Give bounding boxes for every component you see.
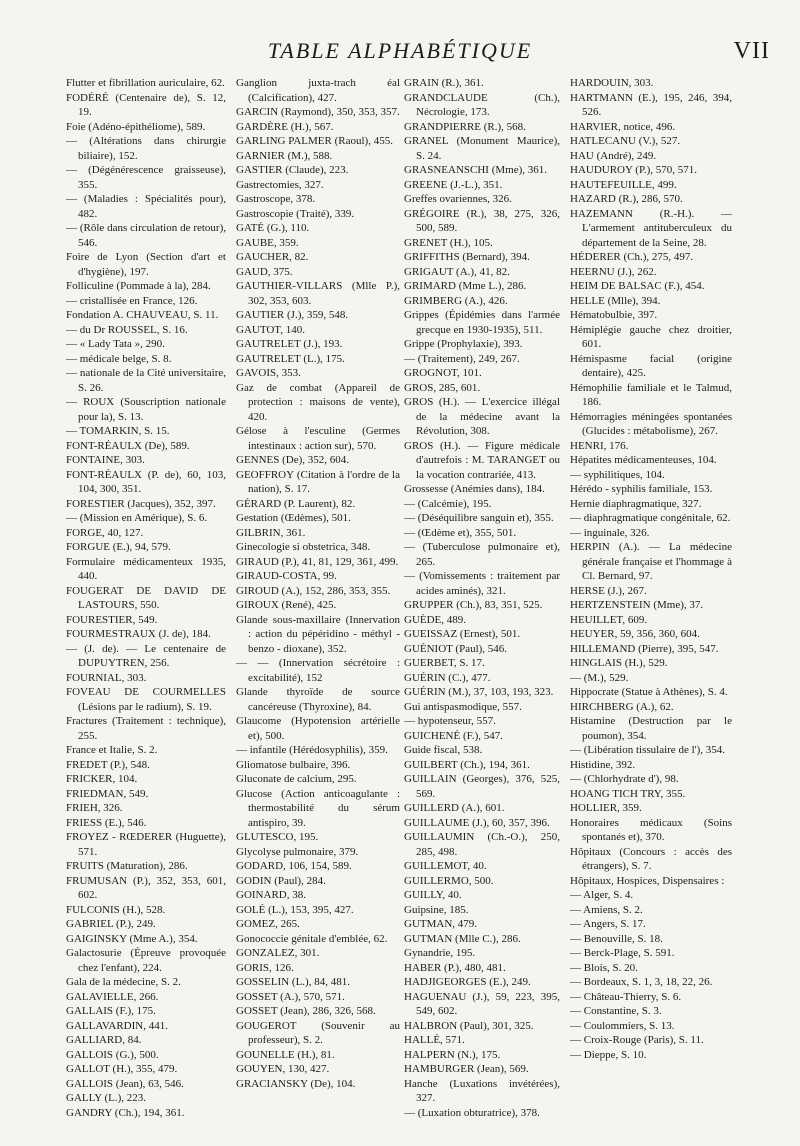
index-entry: GUILLERD (A.), 601. xyxy=(404,802,505,814)
index-entry: GUILLEMOT, 40. xyxy=(404,860,487,872)
index-entry: Hanche (Luxations invétérées), 327. xyxy=(404,1077,560,1104)
index-entry: FORESTIER (Jacques), 352, 397. xyxy=(66,497,216,510)
index-entry: GROS (H.). — Figure médicale d'autrefois : M. TARANGET ou la vocation contrariée, 413. xyxy=(404,439,560,481)
index-entry: HALLÉ, 571. xyxy=(404,1034,465,1046)
index-entry: GIRAUD (P.), 41, 81, 129, 361, 499. xyxy=(236,555,399,568)
index-entry: FRUMUSAN (P.), 352, 353, 601, 602. xyxy=(66,874,226,901)
index-entry: HELLE (Mlle), 394. xyxy=(570,294,661,307)
index-entry: GUÉRIN (C.), 477. xyxy=(404,671,491,684)
index-entry: GUILBERT (Ch.), 194, 361. xyxy=(404,758,530,771)
index-entry: HEIM DE BALSAC (F.), 454. xyxy=(570,280,705,292)
index-entry: GRIMARD (Mme L.), 286. xyxy=(404,280,527,292)
index-entry: HAUDUROY (P.), 570, 571. xyxy=(570,164,698,176)
index-entry: GUTMAN (Mlle C.), 286. xyxy=(404,932,521,945)
index-entry: — Blois, S. 20. xyxy=(570,961,638,974)
index-entry: HERTZENSTEIN (Mme), 37. xyxy=(570,599,704,611)
index-entry: Grippes (Épidémies dans l'armée grecque en 1930-1935), 511. xyxy=(404,309,560,336)
index-entry: GIROUD (A.), 152, 286, 353, 355. xyxy=(236,584,391,597)
index-entry: HINGLAIS (H.), 529. xyxy=(570,657,668,669)
index-entry: GIRAUD-COSTA, 99. xyxy=(236,570,337,582)
index-entry: — (M.), 529. xyxy=(570,671,629,684)
index-column-1 xyxy=(66,76,229,1138)
index-entry: Hémiplégie gauche chez droitier, 601. xyxy=(570,323,732,350)
index-entry: — nationale de la Cité universitaire, S. 26. xyxy=(66,367,226,394)
index-entry: — (Vomissements : traitement par acides aminés), 321. xyxy=(404,570,560,597)
index-entry: GROGNOT, 101. xyxy=(404,367,482,379)
index-entry: GOINARD, 38. xyxy=(236,889,306,901)
index-entry: GUÉNIOT (Paul), 546. xyxy=(404,642,508,655)
index-entry: GEOFFROY (Citation à l'ordre de la nation), S. 17. xyxy=(236,468,400,495)
index-entry: — syphilitiques, 104. xyxy=(570,468,665,481)
index-entry: — (Calcémie), 195. xyxy=(404,497,492,510)
index-entry: GAUBE, 359. xyxy=(236,236,299,249)
index-entry: FOURNIAL, 303. xyxy=(66,671,147,684)
index-entry: FORGUE (E.), 94, 579. xyxy=(66,541,171,553)
index-entry: GROS, 285, 601. xyxy=(404,381,481,394)
index-entry: — Château-Thierry, S. 6. xyxy=(570,990,682,1003)
index-entry: HABER (P.), 480, 481. xyxy=(404,961,506,974)
index-entry: GOSSET (Jean), 286, 326, 568. xyxy=(236,1005,376,1017)
index-entry: FORGE, 40, 127. xyxy=(66,526,144,539)
index-entry: GODIN (Paul), 284. xyxy=(236,874,326,887)
index-entry: GRIFFITHS (Bernard), 394. xyxy=(404,251,530,263)
index-entry: Histidine, 392. xyxy=(570,758,636,771)
index-entry: HAZEMANN (R.-H.). — L'armement antituberculeux du département de la Seine, 28. xyxy=(570,207,732,249)
index-entry: — médicale belge, S. 8. xyxy=(66,352,172,365)
index-entry: GODARD, 106, 154, 589. xyxy=(236,860,352,872)
index-entry: — Constantine, S. 3. xyxy=(570,1005,662,1017)
index-entry: HAU (André), 249. xyxy=(570,149,657,162)
index-entry: Glaucome (Hypotension artérielle et), 500. xyxy=(236,715,400,742)
index-entry: Gala de la médecine, S. 2. xyxy=(66,976,181,988)
index-entry: GIROUX (René), 425. xyxy=(236,599,337,611)
index-entry: FREDET (P.), 548. xyxy=(66,758,150,771)
index-entry: GUILLAIN (Georges), 376, 525, 569. xyxy=(404,773,560,800)
index-entry: Gluconate de calcium, 295. xyxy=(236,773,357,785)
index-entry: Fractures (Traitement : technique), 255. xyxy=(66,715,226,742)
index-entry: HEUYER, 59, 356, 360, 604. xyxy=(570,628,700,640)
index-entry: Fondation A. CHAUVEAU, S. 11. xyxy=(66,309,219,321)
index-entry: Gui antispasmodique, 557. xyxy=(404,700,522,713)
index-entry: — Croix-Rouge (Paris), S. 11. xyxy=(570,1034,704,1046)
index-entry: Greffes ovariennes, 326. xyxy=(404,193,512,205)
index-entry: Gaz de combat (Appareil de protection : maisons de vente), 420. xyxy=(236,381,400,423)
index-entry: FONTAINE, 303. xyxy=(66,454,145,466)
index-entry: — Berck-Plage, S. 591. xyxy=(570,947,675,959)
index-entry: GRIMBERG (A.), 426. xyxy=(404,294,508,307)
index-entry: GENNES (De), 352, 604. xyxy=(236,454,350,466)
index-entry: — Benouville, S. 18. xyxy=(570,932,663,945)
index-entry: GUTMAN, 479. xyxy=(404,918,478,930)
index-entry: Guipsine, 185. xyxy=(404,903,469,916)
index-entry: Hôpitaux, Hospices, Dispensaires : xyxy=(570,874,725,887)
index-entry: Ginecologie si obstetrica, 348. xyxy=(236,541,371,553)
index-entry: GAUCHER, 82. xyxy=(236,251,309,263)
index-entry: GORIS, 126. xyxy=(236,961,294,974)
index-entry: HEUILLET, 609. xyxy=(570,613,648,626)
index-entry: Hernie diaphragmatique, 327. xyxy=(570,497,702,510)
index-entry: GRANEL (Monument Maurice), S. 24. xyxy=(404,135,560,162)
index-entry: GRIGAUT (A.), 41, 82. xyxy=(404,265,510,278)
index-entry: GUEISSAZ (Ernest), 501. xyxy=(404,628,521,640)
index-entry: — (Œdème et), 355, 501. xyxy=(404,526,517,539)
index-entry: HÉDERER (Ch.), 275, 497. xyxy=(570,251,694,263)
index-entry: FONT-RÉAULX (De), 589. xyxy=(66,439,190,452)
index-entry: GARLING PALMER (Raoul), 455. xyxy=(236,135,393,147)
index-entry: Ganglion juxta-trach éal (Calcification), 427. xyxy=(236,77,400,104)
page-number: VII xyxy=(733,38,770,64)
index-entry: GUÉRIN (M.), 37, 103, 193, 323. xyxy=(404,686,554,698)
index-entry: HERPIN (A.). — La médecine générale française et l'hommage à Cl. Bernard, 97. xyxy=(570,541,732,582)
index-entry: — Alger, S. 4. xyxy=(570,889,634,901)
index-entry: GATÉ (G.), 110. xyxy=(236,222,310,234)
index-column-2 xyxy=(236,76,403,1138)
index-entry: GRANDPIERRE (R.), 568. xyxy=(404,120,526,133)
index-entry: GOLÉ (L.), 153, 395, 427. xyxy=(236,903,354,916)
index-entry: GOUGEROT (Souvenir au professeur), S. 2. xyxy=(236,1019,400,1046)
index-entry: GALLOT (H.), 355, 479. xyxy=(66,1063,178,1075)
index-entry: Hépatites médicamenteuses, 104. xyxy=(570,454,717,466)
index-entry: Gastroscopie (Traité), 339. xyxy=(236,207,355,220)
index-entry: HERSE (J.), 267. xyxy=(570,584,647,597)
index-entry: GALLAVARDIN, 441. xyxy=(66,1019,168,1032)
index-entry: GRANDCLAUDE (Ch.), Nécrologie, 173. xyxy=(404,91,560,118)
index-entry: HENRI, 176. xyxy=(570,439,629,452)
index-entry: GAIGINSKY (Mme A.), 354. xyxy=(66,932,198,945)
index-entry: GOMEZ, 265. xyxy=(236,918,300,930)
index-entry: GAUTIER (J.), 359, 548. xyxy=(236,309,349,321)
index-entry: — cristallisée en France, 126. xyxy=(66,294,198,307)
index-entry: GUICHENÉ (F.), 547. xyxy=(404,729,504,742)
index-entry: HARTMANN (E.), 195, 246, 394, 526. xyxy=(570,91,732,118)
index-entry: — (Chlorhydrate d'), 98. xyxy=(570,773,679,785)
index-entry: Honoraires médicaux (Soins spontanés et), 370. xyxy=(570,816,732,843)
index-entry: GUILLAUMIN (Ch.-O.), 250, 285, 498. xyxy=(404,831,560,858)
index-entry: GOSSELIN (L.), 84, 481. xyxy=(236,976,350,988)
index-entry: — (Maladies : Spécialités pour), 482. xyxy=(66,193,226,220)
index-entry: GREENE (J.-L.), 351. xyxy=(404,178,503,191)
index-entry: Gélose à l'esculine (Germes intestinaux : action sur), 570. xyxy=(236,425,400,452)
index-entry: GROS (H.). — L'exercice illégal de la médecine avant la Révolution, 308. xyxy=(404,396,560,437)
index-entry: GONZALEZ, 301. xyxy=(236,947,320,959)
index-entry: — (Traitement), 249, 267. xyxy=(404,352,520,365)
index-entry: FONT-RÉAULX (P. de), 60, 103, 104, 300, 351. xyxy=(66,468,226,495)
index-entry: Hippocrate (Statue à Athènes), S. 4. xyxy=(570,686,728,698)
index-entry: — hypotenseur, 557. xyxy=(404,715,496,727)
index-entry: HARVIER, notice, 496. xyxy=(570,120,676,133)
index-entry: HILLEMAND (Pierre), 395, 547. xyxy=(570,642,719,655)
index-entry: GALAVIELLE, 266. xyxy=(66,990,159,1003)
index-entry: GRÉGOIRE (R.), 38, 275, 326, 500, 589. xyxy=(404,207,560,234)
index-entry: — — (Innervation sécrétoire : excitabilité), 152 xyxy=(236,657,400,684)
index-entry: FOURMESTRAUX (J. de), 184. xyxy=(66,628,211,640)
index-entry: — Bordeaux, S. 1, 3, 18, 22, 26. xyxy=(570,976,713,988)
index-entry: GUILLAUME (J.), 60, 357, 396. xyxy=(404,816,550,829)
index-entry: — (Luxation obturatrice), 378. xyxy=(404,1106,540,1119)
index-column-3 xyxy=(404,76,563,1138)
index-entry: — inguinale, 326. xyxy=(570,526,650,539)
index-entry: FODÉRÉ (Centenaire de), S. 12, 19. xyxy=(66,91,226,118)
index-entry: Gestation (Œdèmes), 501. xyxy=(236,512,351,524)
index-entry: Glande thyroïde de source cancéreuse (Thyroxine), 84. xyxy=(236,686,400,713)
index-entry: GAUD, 375. xyxy=(236,265,293,278)
index-entry: GARNIER (M.), 588. xyxy=(236,149,333,162)
index-entry: Gynandrie, 195. xyxy=(404,947,476,959)
index-entry: — (Libération tissulaire de l'), 354. xyxy=(570,744,726,756)
index-entry: GALLY (L.), 223. xyxy=(66,1092,147,1104)
index-entry: HIRCHBERG (A.), 62. xyxy=(570,700,674,713)
index-entry: Gonococcie génitale d'emblée, 62. xyxy=(236,932,388,945)
index-entry: — (Rôle dans circulation de retour), 546. xyxy=(66,222,226,249)
index-entry: — (Mission en Amérique), S. 6. xyxy=(66,512,208,524)
index-entry: GALLOIS (Jean), 63, 546. xyxy=(66,1077,184,1090)
index-entry: — (J. de). — Le centenaire de DUPUYTREN, 256. xyxy=(66,642,226,669)
index-entry: FRICKER, 104. xyxy=(66,773,138,785)
index-entry: GAUTRELET (J.), 193. xyxy=(236,338,343,350)
index-entry: Hématobulbie, 397. xyxy=(570,309,658,321)
index-entry: GUÈDE, 489. xyxy=(404,613,467,626)
index-entry: Guide fiscal, 538. xyxy=(404,744,483,756)
index-entry: GRAIN (R.), 361. xyxy=(404,77,484,89)
index-entry: FRUITS (Maturation), 286. xyxy=(66,860,188,872)
index-entry: GAUTRELET (L.), 175. xyxy=(236,352,345,365)
index-entry: FOUGERAT DE DAVID DE LASTOURS, 550. xyxy=(66,584,226,611)
index-entry: GALLAIS (F.), 175. xyxy=(66,1005,156,1017)
index-entry: GLUTESCO, 195. xyxy=(236,831,319,843)
index-entry: Hémophilie familiale et le Talmud, 186. xyxy=(570,381,732,408)
index-column-4 xyxy=(570,76,735,1138)
index-entry: HAUTEFEUILLE, 499. xyxy=(570,178,677,191)
index-entry: GABRIEL (P.), 249. xyxy=(66,918,156,930)
index-entry: Gastroscope, 378. xyxy=(236,193,316,205)
index-entry: GAUTHIER-VILLARS (Mlle P.), 302, 353, 603. xyxy=(236,280,400,307)
index-entry: — Coulommiers, S. 13. xyxy=(570,1019,675,1032)
index-entry: Foie (Adéno-épithéliome), 589. xyxy=(66,120,206,133)
index-entry: Hémispasme facial (origine dentaire), 425. xyxy=(570,352,732,379)
index-entry: — Amiens, S. 2. xyxy=(570,903,643,916)
index-entry: Hôpitaux (Concours : accès des étrangers), S. 7. xyxy=(570,845,732,872)
index-entry: GUERBET, S. 17. xyxy=(404,657,485,669)
index-entry: — Dieppe, S. 10. xyxy=(570,1048,647,1061)
index-entry: Formulaire médicamenteux 1935, 440. xyxy=(66,555,226,582)
index-entry: GASTIER (Claude), 223. xyxy=(236,164,349,176)
index-entry: GOUNELLE (H.), 81. xyxy=(236,1048,335,1061)
index-entry: FOVEAU DE COURMELLES (Lésions par le radium), S. 19. xyxy=(66,686,226,713)
index-entry: FROYEZ - RŒDERER (Huguette), 571. xyxy=(66,831,226,858)
index-entry: — Angers, S. 17. xyxy=(570,918,646,930)
index-entry: Galactosurie (Épreuve provoquée chez l'enfant), 224. xyxy=(66,947,226,974)
index-entry: France et Italie, S. 2. xyxy=(66,744,158,756)
index-entry: — TOMARKIN, S. 15. xyxy=(66,425,170,437)
index-entry: GARDÈRE (H.), 567. xyxy=(236,120,334,133)
index-entry: HAMBURGER (Jean), 569. xyxy=(404,1063,529,1075)
index-entry: GUILLERMO, 500. xyxy=(404,874,494,887)
index-entry: Grossesse (Anémies dans), 184. xyxy=(404,483,545,495)
index-entry: — (Altérations dans chirurgie biliaire), 152. xyxy=(66,135,226,162)
index-entry: Histamine (Destruction par le poumon), 354. xyxy=(570,715,732,742)
index-entry: HALPERN (N.), 175. xyxy=(404,1048,501,1061)
index-entry: GOUYEN, 130, 427. xyxy=(236,1063,330,1075)
index-entry: GRACIANSKY (De), 104. xyxy=(236,1077,356,1090)
index-entry: Hémorragies méningées spontanées (Glucides : métabolisme), 267. xyxy=(570,410,732,437)
index-entry: HOANG TICH TRY, 355. xyxy=(570,787,686,800)
index-entry: — (Dégénérescence graisseuse), 355. xyxy=(66,164,226,191)
index-entry: GAUTOT, 140. xyxy=(236,323,305,336)
index-entry: Glycolyse pulmonaire, 379. xyxy=(236,845,359,858)
index-entry: FRIEDMAN, 549. xyxy=(66,787,149,800)
index-entry: Foire de Lyon (Section d'art et d'hygiène), 197. xyxy=(66,251,226,278)
index-entry: FULCONIS (H.), 528. xyxy=(66,903,166,916)
index-entry: — (Tuberculose pulmonaire et), 265. xyxy=(404,541,560,568)
index-entry: FRIEH, 326. xyxy=(66,802,123,814)
index-entry: Glande sous-maxillaire (Innervation : action du pépéridino - méthyl - benzo - dioxane), 352. xyxy=(236,613,400,655)
index-entry: GUILLY, 40. xyxy=(404,889,462,901)
index-entry: GRUPPER (Ch.), 83, 351, 525. xyxy=(404,599,543,611)
index-entry: HARDOUIN, 303. xyxy=(570,77,654,89)
index-entry: — infantile (Hérédosyphilis), 359. xyxy=(236,744,388,756)
index-entry: GRASNEANSCHI (Mme), 361. xyxy=(404,164,547,176)
index-entry: Grippe (Prophylaxie), 393. xyxy=(404,338,523,350)
index-entry: HEERNU (J.), 262. xyxy=(570,265,657,278)
index-entry: — du Dr ROUSSEL, S. 16. xyxy=(66,323,188,336)
index-entry: GAVOIS, 353. xyxy=(236,367,301,379)
index-entry: Hérédo - syphilis familiale, 153. xyxy=(570,483,713,495)
index-entry: GILBRIN, 361. xyxy=(236,526,306,539)
index-entry: — diaphragmatique congénitale, 62. xyxy=(570,512,731,524)
index-entry: Gliomatose bulbaire, 396. xyxy=(236,758,351,771)
index-entry: GRENET (H.), 105. xyxy=(404,236,493,249)
index-entry: HAZARD (R.), 286, 570. xyxy=(570,193,683,205)
index-entry: — (Déséquilibre sanguin et), 355. xyxy=(404,512,554,524)
index-entry: Flutter et fibrillation auriculaire, 62. xyxy=(66,77,225,89)
index-entry: HALBRON (Paul), 301, 325. xyxy=(404,1019,534,1032)
index-entry: Folliculine (Pommade à la), 284. xyxy=(66,280,211,292)
index-entry: GOSSET (A.), 570, 571. xyxy=(236,990,345,1003)
index-entry: HADJIGEORGES (E.), 249. xyxy=(404,976,531,988)
index-entry: — « Lady Tata », 290. xyxy=(66,338,165,350)
index-entry: HATLECANU (V.), 527. xyxy=(570,135,681,147)
index-entry: HOLLIER, 359. xyxy=(570,802,642,814)
index-entry: GÉRARD (P. Laurent), 82. xyxy=(236,497,356,510)
index-entry: Gastrectomies, 327. xyxy=(236,178,324,191)
index-entry: GALLIARD, 84. xyxy=(66,1034,142,1046)
index-entry: — ROUX (Souscription nationale pour la), S. 13. xyxy=(66,396,226,423)
index-entry: GALLOIS (G.), 500. xyxy=(66,1048,159,1061)
index-entry: FOURESTIER, 549. xyxy=(66,613,158,626)
index-entry: FRIESS (E.), 546. xyxy=(66,816,147,829)
index-entry: Glucose (Action anticoagulante : thermostabilité du sérum antispiro, 39. xyxy=(236,787,400,829)
index-entry: GANDRY (Ch.), 194, 361. xyxy=(66,1106,185,1119)
page-title: TABLE ALPHABÉTIQUE xyxy=(267,38,533,63)
index-entry: HAGUENAU (J.), 59, 223, 395, 549, 602. xyxy=(404,990,560,1017)
index-entry: GARCIN (Raymond), 350, 353, 357. xyxy=(236,106,400,118)
